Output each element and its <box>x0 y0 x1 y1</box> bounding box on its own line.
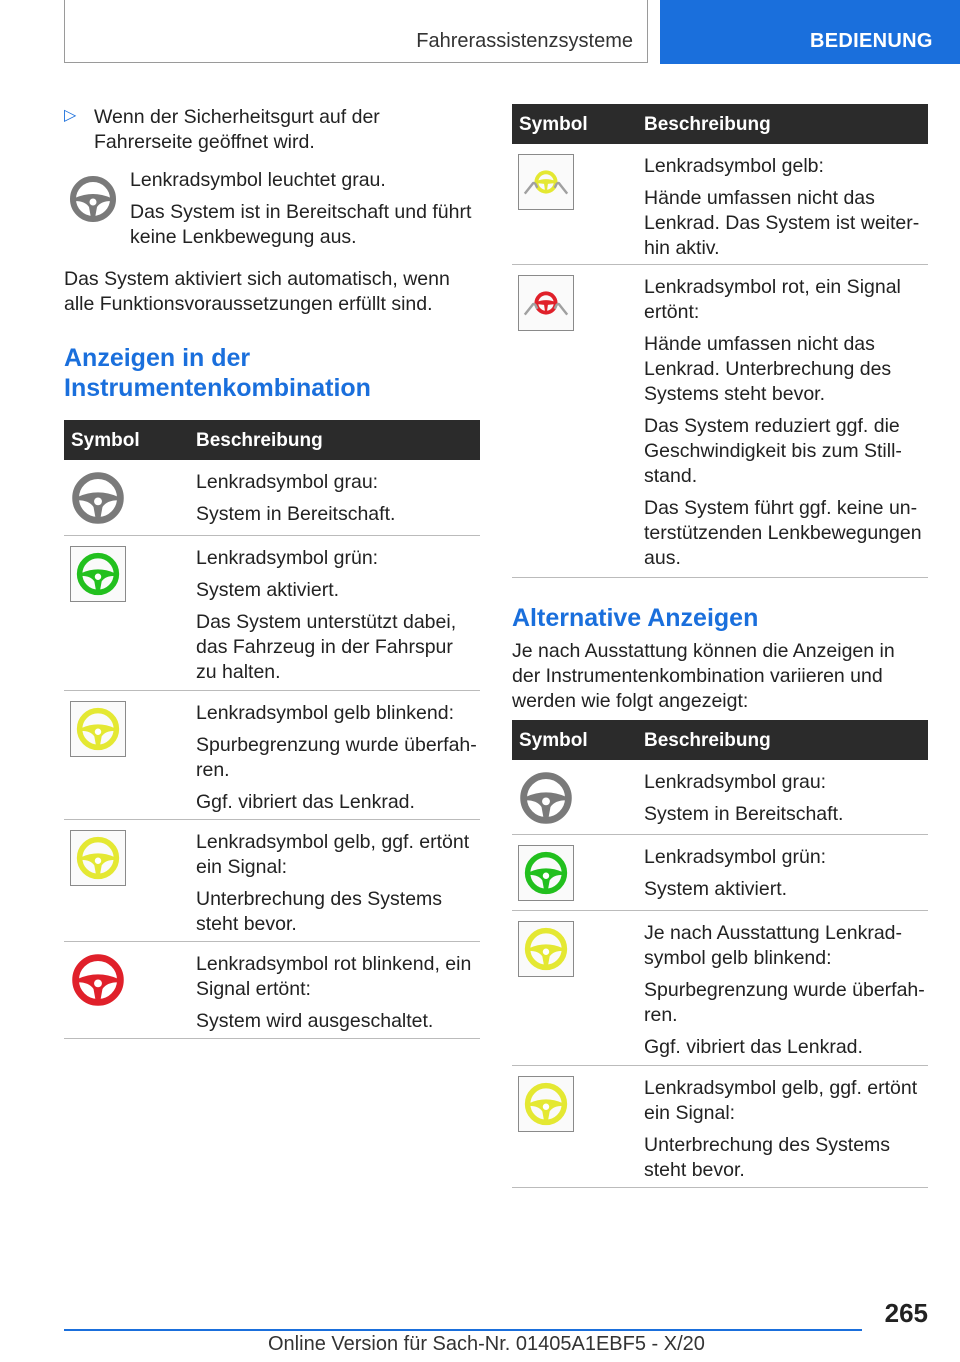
row-description <box>644 275 926 578</box>
steering-wheel-yellow-blinking-icon <box>518 921 574 977</box>
row-line: System in Bereitschaft. <box>644 803 844 825</box>
steering-wheel-yellow-hands-icon <box>518 154 574 210</box>
row-line: Lenkradsymbol grün: <box>644 846 827 868</box>
steering-wheel-yellow-icon <box>70 830 126 886</box>
row-line: Unterbrechung des Systems steht bevor. <box>196 888 443 935</box>
row-description <box>196 952 478 1041</box>
row-line: Ggf. vibriert das Lenkrad. <box>644 1036 863 1058</box>
row-line: Lenkradsymbol grün: <box>196 547 379 569</box>
row-line: System wird ausgeschaltet. <box>196 1010 434 1032</box>
page-number: 265 <box>884 1298 928 1328</box>
row-line: Hände umfassen nicht das Lenkrad. Das System ist weiter-hin aktiv. <box>644 187 920 259</box>
header-section-box <box>64 0 648 63</box>
seatbelt-condition-text: Wenn der Sicherheitsgurt auf der Fahrerseite geöffnet wird. <box>94 106 380 153</box>
steering-wheel-green-icon <box>518 845 574 901</box>
row-line: Lenkradsymbol gelb, ggf. ertönt ein Signal: <box>196 831 470 878</box>
row-line: Das System unterstützt dabei, das Fahrzeug in der Fahrspur zu halten. <box>196 611 457 683</box>
table-row <box>512 144 928 265</box>
table-header <box>512 720 928 760</box>
row-line: Lenkradsymbol gelb: <box>644 155 824 177</box>
header-chapter-tab <box>660 0 960 64</box>
standby-line-2: Das System ist in Bereitschaft und führt keine Lenkbewegung aus. <box>130 201 472 248</box>
row-description <box>196 470 478 534</box>
alternative-displays-table <box>512 720 928 1188</box>
row-line: Lenkradsymbol gelb, ggf. ertönt ein Signal: <box>644 1077 918 1124</box>
row-description <box>196 830 478 944</box>
row-description <box>644 845 926 909</box>
row-description <box>196 701 478 822</box>
steering-wheel-grey-icon <box>70 470 126 526</box>
table-header <box>512 104 928 144</box>
row-description <box>644 154 926 268</box>
auto-activation-paragraph: Das System aktiviert sich automatisch, wenn alle Funktionsvoraussetzungen erfüllt sind. <box>64 268 450 315</box>
table-row <box>512 265 928 578</box>
row-description <box>644 1076 926 1190</box>
table-row <box>64 942 480 1039</box>
table-row <box>64 691 480 820</box>
table-row <box>64 820 480 942</box>
row-line: Ggf. vibriert das Lenkrad. <box>196 791 415 813</box>
column-header-symbol: Symbol <box>519 730 588 751</box>
steering-wheel-yellow-blinking-icon <box>70 701 126 757</box>
chapter-title: BEDIENUNG <box>810 30 933 52</box>
instrument-cluster-table <box>64 420 480 1039</box>
heading-alternative-displays: Alternative Anzeigen <box>512 604 759 632</box>
table-row <box>512 835 928 911</box>
row-line: Das System reduziert ggf. die Geschwindigkeit bis zum Still-stand. <box>644 415 902 487</box>
row-line: System in Bereitschaft. <box>196 503 396 525</box>
column-header-symbol: Symbol <box>519 114 588 135</box>
column-header-symbol: Symbol <box>71 430 140 451</box>
row-line: Spurbegrenzung wurde überfah-ren. <box>644 979 925 1026</box>
triangle-bullet-icon: ▷ <box>64 107 77 124</box>
row-description <box>644 770 926 834</box>
table-row <box>512 911 928 1066</box>
table-row <box>512 760 928 835</box>
standby-description <box>130 168 480 257</box>
row-line: Lenkradsymbol grau: <box>644 771 827 793</box>
heading-instrument-cluster: Anzeigen in der Instrumentenkombination <box>64 344 371 402</box>
steering-wheel-red-hands-icon <box>518 275 574 331</box>
steering-wheel-green-icon <box>70 546 126 602</box>
row-description <box>644 921 926 1067</box>
column-header-description: Beschreibung <box>644 730 771 751</box>
alternative-intro-paragraph: Je nach Ausstattung können die Anzeigen in der Instrumentenkombination variieren und werden wie folgt angezeigt: <box>512 640 895 712</box>
table-row <box>512 1066 928 1188</box>
steering-wheel-grey-icon <box>68 174 118 224</box>
row-line: System aktiviert. <box>196 579 340 601</box>
table-header <box>64 420 480 460</box>
steering-wheel-grey-icon <box>518 770 574 826</box>
online-version-text: Online Version für Sach-Nr. 01405A1EBF5 - X/20 <box>268 1333 705 1355</box>
hands-off-table <box>512 104 928 578</box>
row-line: Spurbegrenzung wurde überfah-ren. <box>196 734 477 781</box>
row-line: Lenkradsymbol grau: <box>196 471 379 493</box>
row-line: Je nach Ausstattung Lenkrad-symbol gelb blinkend: <box>644 922 903 969</box>
section-title: Fahrerassistenzsysteme <box>416 30 633 52</box>
row-line: System aktiviert. <box>644 878 788 900</box>
row-description <box>196 546 478 692</box>
row-line: Lenkradsymbol rot blinkend, ein Signal ertönt: <box>196 953 472 1000</box>
standby-line-1: Lenkradsymbol leuchtet grau. <box>130 169 386 191</box>
steering-wheel-yellow-icon <box>518 1076 574 1132</box>
steering-wheel-red-icon <box>70 952 126 1008</box>
table-row <box>64 460 480 536</box>
row-line: Lenkradsymbol rot, ein Signal ertönt: <box>644 276 901 323</box>
column-header-description: Beschreibung <box>196 430 323 451</box>
column-header-description: Beschreibung <box>644 114 771 135</box>
row-line: Hände umfassen nicht das Lenkrad. Unterbrechung des Systems steht bevor. <box>644 333 892 405</box>
row-line: Lenkradsymbol gelb blinkend: <box>196 702 454 724</box>
row-line: Unterbrechung des Systems steht bevor. <box>644 1134 891 1181</box>
footer-divider <box>64 1329 862 1331</box>
table-row <box>64 536 480 691</box>
row-line: Das System führt ggf. keine un-terstützenden Lenkbewegungen aus. <box>644 497 922 569</box>
